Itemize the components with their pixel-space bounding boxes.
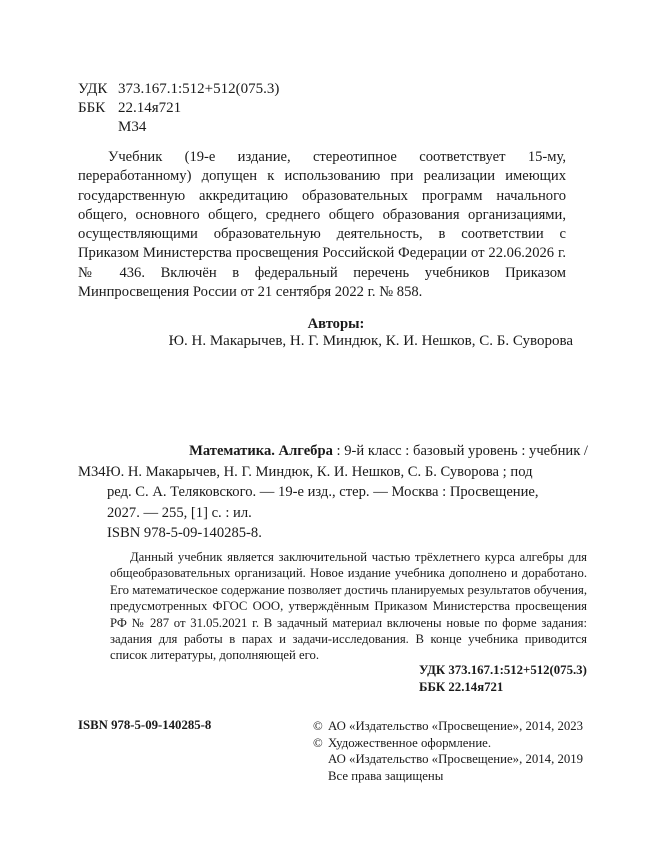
book-subtitle: : 9-й класс : базовый уровень : учебник / (332, 443, 588, 459)
copyright-line-1: АО «Издательство «Просвещение», 2014, 2023 (328, 719, 584, 733)
book-title: Математика. Алгебра (189, 443, 333, 459)
classification-codes (78, 80, 279, 137)
bottom-bbk: ББК 22.14я721 (419, 680, 504, 694)
copyright-block (313, 718, 583, 784)
udk-value: 373.167.1:512+512(075.3) (118, 81, 280, 97)
bib-editor: ред. С. А. Теляковского. — 19-е изд., стер. — Москва : Просвещение, (107, 484, 539, 500)
author-mark: М34 (118, 119, 147, 135)
copyright-symbol: © (313, 719, 323, 733)
bottom-codes (419, 662, 587, 696)
bib-pages: 2027. — 255, [1] с. : ил. (107, 504, 252, 521)
bibliographic-record (78, 441, 588, 544)
copyright-line-4: Все права защищены (328, 768, 444, 783)
bbk-value: 22.14я721 (118, 100, 182, 116)
authors-names: Ю. Н. Макарычев, Н. Г. Миндюк, К. И. Нешков, С. Б. Суворова (168, 333, 573, 349)
udk-label: УДК (78, 81, 108, 97)
isbn-bottom: ISBN 978-5-09-140285-8 (78, 718, 212, 732)
bbk-label: ББК (78, 100, 106, 116)
bib-authors: Ю. Н. Макарычев, Н. Г. Миндюк, К. И. Нешков, С. Б. Суворова ; под (105, 463, 533, 480)
copyright-line-2: Художественное оформление. (328, 735, 492, 750)
annotation-paragraph: Данный учебник является заключительной частью трёхлетнего курса алгебры для общеобразовательных организаций. Новое издание учебника дополнено и доработано. Его математическое содержание позволяет достичь планируемых результатов обучения, предусмотренных ФГОС ООО, утверждённым Приказом Министерства просвещения РФ № 287 от 31.05.2021 г. В задачный материал включены новые по форме задания: задания для работы в парах и задачи-исследования. В конце учебника приводится список литературы, дополняющей его. (110, 550, 587, 663)
copyright-line-3: АО «Издательство «Просвещение», 2014, 2019 (328, 752, 584, 766)
bib-isbn: ISBN 978-5-09-140285-8. (107, 525, 262, 541)
bib-mark: М34 (78, 463, 106, 480)
approval-paragraph: Учебник (19-е издание, стереотипное соответствует 15-му, переработанному) допущен к использованию при реализации имеющих государственную аккредитацию образовательных программ начального общего, основного общего, среднего общего образования организациями, осуществляющими образовательную деятельность, в соответствии с Приказом Министерства просвещения Российской Федерации от 22.06.2026 г. № 436. Включён в федеральный перечень учебников Приказом Минпросвещения России от 21 сентября 2022 г. № 858. (78, 149, 566, 301)
copyright-symbol: © (313, 735, 323, 750)
bottom-udk: УДК 373.167.1:512+512(075.3) (419, 663, 587, 677)
authors-heading: Авторы: (307, 316, 365, 332)
